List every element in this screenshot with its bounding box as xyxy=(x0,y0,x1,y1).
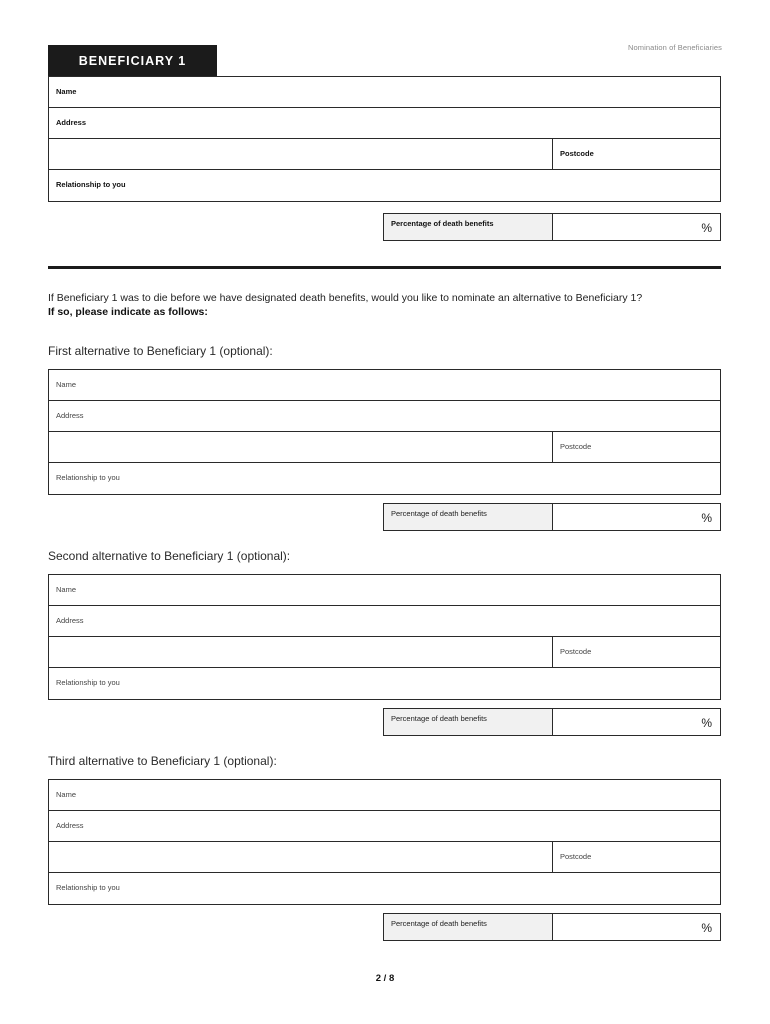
percent-sign: % xyxy=(701,921,712,935)
postcode-label: Postcode xyxy=(560,647,592,656)
percent-sign: % xyxy=(701,716,712,730)
address-postcode-row xyxy=(49,842,720,873)
beneficiary-tab: BENEFICIARY 1 xyxy=(48,45,217,76)
beneficiary-form xyxy=(48,76,721,202)
postcode-field[interactable] xyxy=(553,842,720,872)
address-postcode-row xyxy=(49,432,720,463)
address-postcode-row xyxy=(49,139,720,170)
section-divider xyxy=(48,266,721,269)
percentage-input[interactable] xyxy=(553,504,720,530)
postcode-field[interactable] xyxy=(553,432,720,462)
percent-sign: % xyxy=(701,511,712,525)
name-field[interactable] xyxy=(49,370,720,401)
percentage-input[interactable] xyxy=(553,914,720,940)
address-field[interactable] xyxy=(49,401,720,432)
address-label: Address xyxy=(56,118,87,127)
postcode-field[interactable] xyxy=(553,139,720,169)
relationship-label: Relationship to you xyxy=(56,678,120,687)
percentage-row xyxy=(383,913,721,941)
question-instruction: If so, please indicate as follows: xyxy=(48,306,208,318)
relationship-field[interactable] xyxy=(49,873,720,904)
postcode-label: Postcode xyxy=(560,149,594,158)
alternative-question xyxy=(48,291,728,319)
relationship-field[interactable] xyxy=(49,170,720,201)
percentage-label: Percentage of death benefits xyxy=(384,914,553,940)
name-label: Name xyxy=(56,585,77,594)
address-label: Address xyxy=(56,821,84,830)
percentage-label: Percentage of death benefits xyxy=(384,709,553,735)
document-title: Nomination of Beneficiaries xyxy=(628,43,722,52)
address-field[interactable] xyxy=(49,606,720,637)
percentage-label: Percentage of death benefits xyxy=(384,214,553,240)
first-alternative-form xyxy=(48,369,721,495)
page-number: 2 / 8 xyxy=(375,973,395,984)
address-label: Address xyxy=(56,411,84,420)
relationship-label: Relationship to you xyxy=(56,883,120,892)
address-line-2-field[interactable] xyxy=(49,637,553,667)
relationship-label: Relationship to you xyxy=(56,473,120,482)
percentage-row xyxy=(383,708,721,736)
percentage-input[interactable] xyxy=(553,709,720,735)
percentage-row xyxy=(383,213,721,241)
percentage-input[interactable] xyxy=(553,214,720,240)
relationship-field[interactable] xyxy=(49,668,720,699)
postcode-field[interactable] xyxy=(553,637,720,667)
address-line-2-field[interactable] xyxy=(49,139,553,169)
name-label: Name xyxy=(56,380,77,389)
postcode-label: Postcode xyxy=(560,852,592,861)
third-alternative-title: Third alternative to Beneficiary 1 (optional): xyxy=(48,754,277,768)
first-alternative-title: First alternative to Beneficiary 1 (optional): xyxy=(48,344,273,358)
relationship-field[interactable] xyxy=(49,463,720,494)
third-alternative-form xyxy=(48,779,721,905)
address-field[interactable] xyxy=(49,811,720,842)
address-label: Address xyxy=(56,616,84,625)
percentage-row xyxy=(383,503,721,531)
name-label: Name xyxy=(56,790,77,799)
percentage-label: Percentage of death benefits xyxy=(384,504,553,530)
address-field[interactable] xyxy=(49,108,720,139)
address-line-2-field[interactable] xyxy=(49,432,553,462)
name-label: Name xyxy=(56,87,77,96)
address-line-2-field[interactable] xyxy=(49,842,553,872)
address-postcode-row xyxy=(49,637,720,668)
postcode-label: Postcode xyxy=(560,442,592,451)
percent-sign: % xyxy=(701,221,712,235)
name-field[interactable] xyxy=(49,575,720,606)
second-alternative-title: Second alternative to Beneficiary 1 (optional): xyxy=(48,549,291,563)
name-field[interactable] xyxy=(49,780,720,811)
relationship-label: Relationship to you xyxy=(56,180,126,189)
name-field[interactable] xyxy=(49,77,720,108)
question-text: If Beneficiary 1 was to die before we have designated death benefits, would you like to nominate an alternative to Beneficiary 1? xyxy=(48,292,643,304)
second-alternative-form xyxy=(48,574,721,700)
